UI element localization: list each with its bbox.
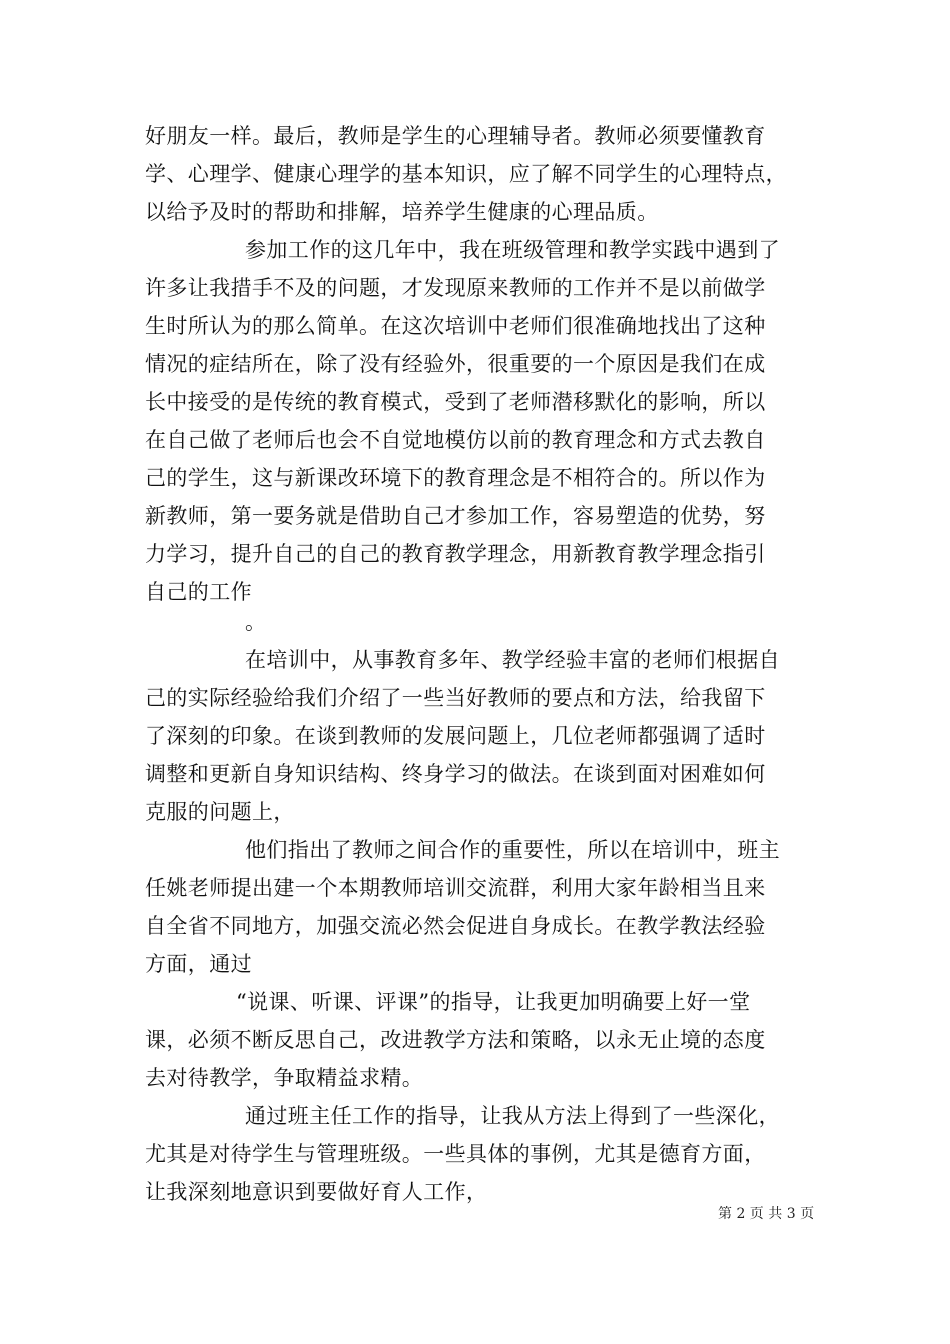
paragraph-start-line: 通过班主任工作的指导，让我从方法上得到了一些深化，: [245, 1104, 780, 1128]
text-line: 自全省不同地方，加强交流必然会促进自身成长。在教学教法经验: [145, 914, 766, 938]
text-line: 了深刻的印象。在谈到教师的发展问题上，几位老师都强调了适时: [145, 724, 766, 748]
text-line: 己的学生，这与新课改环境下的教育理念是不相符合的。所以作为: [145, 466, 766, 490]
text-line: 。: [245, 610, 267, 634]
text-line: 好朋友一样。最后，教师是学生的心理辅导者。教师必须要懂教育: [145, 124, 766, 148]
text-line: 课，必须不断反思自己，改进教学方法和策略，以永无止境的态度: [145, 1028, 766, 1052]
page-number-footer: 第 2 页 共 3 页: [718, 1206, 815, 1222]
text-line: 任姚老师提出建一个本期教师培训交流群，利用大家年龄相当且来: [145, 876, 766, 900]
text-line: 力学习，提升自己的自己的教育教学理念，用新教育教学理念指引: [145, 542, 766, 566]
paragraph-start-line: 在培训中，从事教育多年、教学经验丰富的老师们根据自: [245, 648, 780, 672]
text-line: 长中接受的是传统的教育模式，受到了老师潜移默化的影响，所以: [145, 390, 766, 414]
paragraph-start-line: 参加工作的这几年中，我在班级管理和教学实践中遇到了: [245, 238, 780, 262]
text-line: 去对待教学，争取精益求精。: [145, 1066, 424, 1090]
text-line: 调整和更新自身知识结构、终身学习的做法。在谈到面对困难如何: [145, 762, 766, 786]
text-line: 新教师，第一要务就是借助自己才参加工作，容易塑造的优势，努: [145, 504, 766, 528]
text-line: 在自己做了老师后也会不自觉地模仿以前的教育理念和方式去教自: [145, 428, 766, 452]
text-line: 己的实际经验给我们介绍了一些当好教师的要点和方法，给我留下: [145, 686, 766, 710]
text-line: 生时所认为的那么简单。在这次培训中老师们很准确地找出了这种: [145, 314, 766, 338]
text-line: 自己的工作: [145, 580, 252, 604]
text-line: 克服的问题上，: [145, 800, 295, 824]
text-line: 让我深刻地意识到要做好育人工作，: [145, 1180, 488, 1204]
text-line: 方面，通过: [145, 952, 252, 976]
text-line: 情况的症结所在，除了没有经验外，很重要的一个原因是我们在成: [145, 352, 766, 376]
text-line: 尤其是对待学生与管理班级。一些具体的事例，尤其是德育方面，: [145, 1142, 766, 1166]
paragraph-start-line: 他们指出了教师之间合作的重要性，所以在培训中，班主: [245, 838, 780, 862]
paragraph-start-line: “说课、听课、评课”的指导，让我更加明确要上好一堂: [236, 990, 751, 1014]
text-line: 许多让我措手不及的问题，才发现原来教师的工作并不是以前做学: [145, 276, 766, 300]
text-line: 学、心理学、健康心理学的基本知识，应了解不同学生的心理特点，: [145, 162, 787, 186]
text-line: 以给予及时的帮助和排解，培养学生健康的心理品质。: [145, 200, 659, 224]
